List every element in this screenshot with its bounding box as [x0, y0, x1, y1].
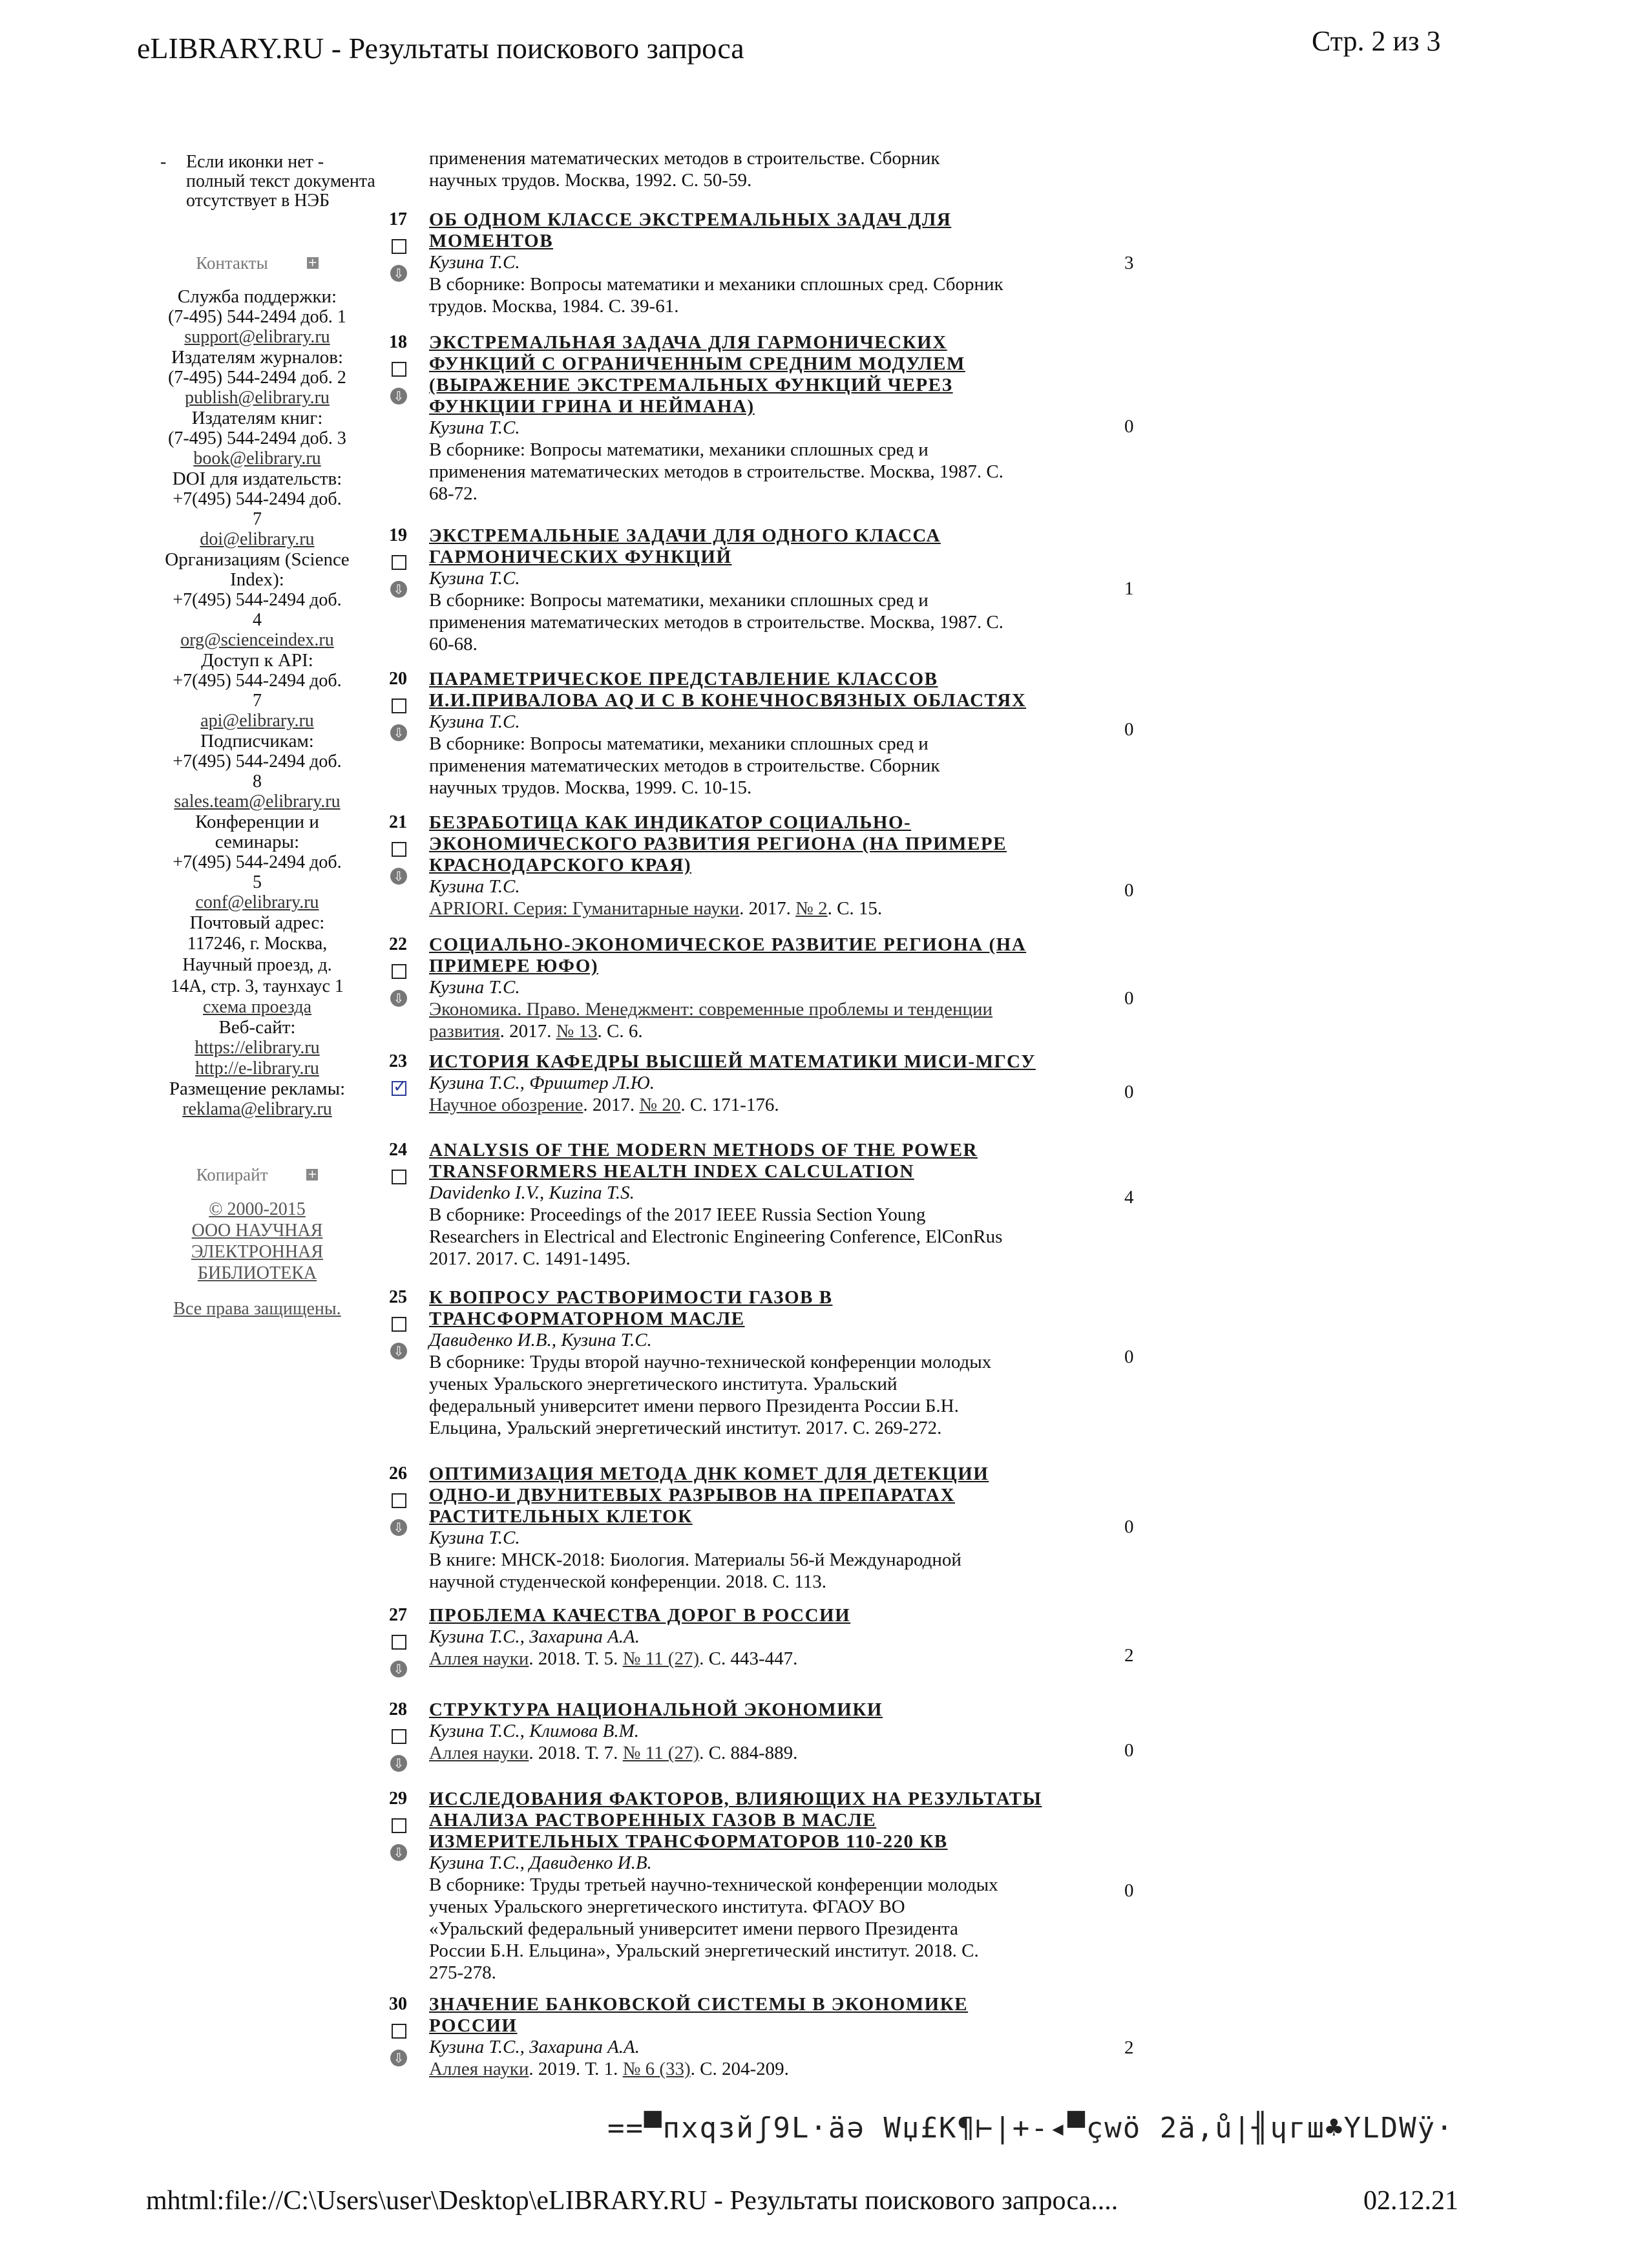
source-detail: . 2017.	[583, 1095, 640, 1115]
contact-phone-ext: 8	[253, 772, 262, 792]
contact-doi	[141, 469, 373, 550]
result-authors: Кузина Т.С.	[429, 711, 520, 732]
source-line: В сборнике: Вопросы математики, механики сплошных сред и	[429, 590, 929, 611]
address-line: Научный проезд, д.	[182, 955, 332, 975]
result-number: 19	[389, 525, 407, 545]
result-title-link[interactable]: ОПТИМИЗАЦИЯ МЕТОДА ДНК КОМЕТ ДЛЯ ДЕТЕКЦИИ	[429, 1464, 989, 1484]
result-body	[429, 1464, 1101, 1593]
result-title-link[interactable]: К ВОПРОСУ РАСТВОРИМОСТИ ГАЗОВ В	[429, 1287, 833, 1308]
issue-link[interactable]: № 13	[556, 1021, 598, 1042]
result-title-link[interactable]: ИСТОРИЯ КАФЕДРЫ ВЫСШЕЙ МАТЕМАТИКИ МИСИ-МГСУ	[429, 1051, 1036, 1072]
select-checkbox[interactable]	[392, 1729, 406, 1744]
contact-email-link[interactable]: doi@elibrary.ru	[200, 529, 315, 549]
contact-label: Издателям журналов:	[171, 347, 344, 368]
footer-path: mhtml:file://C:\Users\user\Desktop\eLIBRARY.RU - Результаты поискового запроса....	[146, 2186, 1119, 2216]
source-line: применения математических методов в строительстве. Сборник	[429, 148, 940, 169]
select-checkbox[interactable]	[392, 842, 406, 857]
contact-email-link[interactable]: org@scienceindex.ru	[180, 630, 334, 650]
download-icon[interactable]: ⇩	[390, 581, 407, 598]
result-body	[429, 1789, 1101, 1984]
contact-label: Организациям (Science	[165, 549, 350, 570]
contact-phone-ext: 7	[253, 691, 262, 711]
result-title-link[interactable]: ИЗМЕРИТЕЛЬНЫХ ТРАНСФОРМАТОРОВ 110-220 КВ	[429, 1831, 948, 1852]
result-authors: Кузина Т.С., Фриштер Л.Ю.	[429, 1073, 655, 1093]
download-icon[interactable]: ⇩	[390, 724, 407, 741]
result-body	[429, 1605, 1101, 1670]
source-line: Ельцина, Уральский энергетический институт. 2017. С. 269-272.	[429, 1418, 942, 1438]
contact-label: Доступ к API:	[201, 650, 313, 671]
select-checkbox[interactable]	[392, 698, 406, 713]
source-detail: . 2018. Т. 5.	[529, 1648, 623, 1669]
result-title-link[interactable]: СТРУКТУРА НАЦИОНАЛЬНОЙ ЭКОНОМИКИ	[429, 1699, 883, 1720]
result-body	[429, 934, 1101, 1042]
result-body	[429, 1699, 1101, 1764]
issue-link[interactable]: № 6 (33)	[622, 2059, 691, 2079]
citation-count: 1	[1124, 578, 1134, 599]
citation-count: 2	[1124, 1645, 1134, 1666]
select-checkbox[interactable]	[392, 1170, 406, 1184]
contact-label: Конференции и	[195, 812, 319, 832]
source-line	[429, 1648, 1101, 1670]
contact-label: семинары:	[215, 832, 300, 852]
result-body	[429, 1994, 1101, 2080]
contact-label: Index):	[230, 569, 284, 590]
result-number: 17	[389, 209, 407, 229]
source-line: В сборнике: Труды второй научно-технической конференции молодых	[429, 1352, 992, 1372]
source-line: ученых Уральского энергетического института. ФГАОУ ВО	[429, 1896, 905, 1917]
source-detail: . 2017.	[499, 1021, 556, 1042]
result-authors: Кузина Т.С.	[429, 252, 520, 273]
result-title-link[interactable]: ЭКОНОМИЧЕСКОГО РАЗВИТИЯ РЕГИОНА (НА ПРИМЕРЕ	[429, 834, 1007, 854]
select-checkbox[interactable]	[392, 1493, 406, 1508]
source-line: научных трудов. Москва, 1992. С. 50-59.	[429, 170, 752, 191]
download-icon[interactable]: ⇩	[390, 1844, 407, 1861]
result-title-link[interactable]: ПРОБЛЕМА КАЧЕСТВА ДОРОГ В РОССИИ	[429, 1605, 851, 1626]
result-body	[429, 812, 1101, 919]
source-line: научной студенческой конференции. 2018. С. 113.	[429, 1571, 826, 1592]
contact-website	[141, 1018, 373, 1079]
source-line: В сборнике: Труды третьей научно-технической конференции молодых	[429, 1874, 998, 1895]
contact-org	[141, 550, 373, 651]
contact-phone: +7(495) 544-2494 доб.	[173, 751, 342, 772]
source-line: применения математических методов в строительстве. Москва, 1987. С.	[429, 461, 1003, 482]
contact-label: Подписчикам:	[200, 731, 314, 751]
source-line	[429, 998, 1101, 1020]
source-detail: . 2019. Т. 1.	[529, 2059, 623, 2079]
expand-icon[interactable]: +	[308, 256, 318, 269]
source-pages: . С. 15.	[827, 898, 883, 919]
contact-phone-ext: 5	[253, 872, 262, 892]
download-icon[interactable]: ⇩	[390, 1661, 407, 1677]
citation-count: 0	[1124, 880, 1134, 901]
result-number: 29	[389, 1789, 407, 1809]
journal-link[interactable]: APRIORI. Серия: Гуманитарные науки	[429, 898, 740, 919]
result-body	[429, 669, 1101, 799]
citation-count: 0	[1124, 1880, 1134, 1901]
result-title-link[interactable]: СОЦИАЛЬНО-ЭКОНОМИЧЕСКОЕ РАЗВИТИЕ РЕГИОНА (НА	[429, 934, 1027, 955]
citation-count: 4	[1124, 1187, 1134, 1208]
source-line	[429, 1094, 1101, 1116]
result-title-link[interactable]: (ВЫРАЖЕНИЕ ЭКСТРЕМАЛЬНЫХ ФУНКЦИЙ ЧЕРЕЗ	[429, 375, 953, 395]
citation-count: 0	[1124, 416, 1134, 437]
source-line: Researchers in Electrical and Electronic Engineering Conference, ElConRus	[429, 1226, 1003, 1247]
result-title-link[interactable]: АНАЛИЗА РАСТВОРЕННЫХ ГАЗОВ В МАСЛЕ	[429, 1810, 877, 1831]
source-line: применения математических методов в строительстве. Москва, 1987. С.	[429, 612, 1003, 633]
result-body	[429, 209, 1101, 317]
source-line: 275-278.	[429, 1962, 496, 1983]
source-detail: . 2017.	[739, 898, 796, 919]
result-number: 18	[389, 332, 407, 352]
source-line: трудов. Москва, 1984. С. 39-61.	[429, 296, 679, 317]
contact-address	[141, 913, 373, 1018]
result-title-link[interactable]: ОБ ОДНОМ КЛАССЕ ЭКСТРЕМАЛЬНЫХ ЗАДАЧ ДЛЯ	[429, 209, 952, 230]
contact-phone: +7(495) 544-2494 доб.	[173, 590, 342, 610]
download-icon[interactable]: ⇩	[390, 868, 407, 885]
result-authors: Давиденко И.В., Кузина Т.С.	[429, 1330, 652, 1350]
contact-phone: +7(495) 544-2494 доб.	[173, 852, 342, 872]
journal-link[interactable]: Аллея науки	[429, 1648, 529, 1669]
source-pages: . С. 171-176.	[680, 1095, 779, 1115]
result-title-link[interactable]: КРАСНОДАРСКОГО КРАЯ)	[429, 855, 692, 876]
result-number: 22	[389, 934, 407, 954]
journal-link[interactable]: Аллея науки	[429, 2059, 529, 2079]
select-checkbox[interactable]	[392, 362, 406, 377]
source-line: ученых Уральского энергетического института. Уральский	[429, 1374, 898, 1394]
result-title-link[interactable]: ОДНО-И ДВУНИТЕВЫХ РАЗРЫВОВ НА ПРЕПАРАТАХ	[429, 1485, 955, 1506]
citation-count: 0	[1124, 1740, 1134, 1761]
source-line: В сборнике: Proceedings of the 2017 IEEE Russia Section Young	[429, 1204, 926, 1225]
result-title-link[interactable]: ЭКСТРЕМАЛЬНАЯ ЗАДАЧА ДЛЯ ГАРМОНИЧЕСКИХ	[429, 332, 947, 353]
footer-date: 02.12.21	[1363, 2186, 1458, 2216]
website-link[interactable]: http://e-library.ru	[195, 1058, 319, 1078]
contact-conferences	[141, 812, 373, 913]
citation-count: 2	[1124, 2037, 1134, 2058]
result-authors: Кузина Т.С., Захарина А.А.	[429, 2037, 640, 2057]
page-header-title: eLIBRARY.RU - Результаты поискового запроса	[137, 32, 744, 65]
result-number: 23	[389, 1051, 407, 1071]
result-authors: Davidenko I.V., Kuzina T.S.	[429, 1182, 635, 1203]
download-icon[interactable]: ⇩	[390, 388, 407, 404]
result-title-link[interactable]: ПРИМЕРЕ ЮФО)	[429, 956, 598, 976]
result-title-link[interactable]: ANALYSIS OF THE MODERN METHODS OF THE POWER	[429, 1140, 978, 1160]
contacts-heading	[141, 253, 373, 273]
scan-artifact-line: ==▀пхqзйʃ9L·äə Wџ£K¶⊢|+-◂▀çwö 2ä,ů|╢ɥгш♣YLDWÿ·	[607, 2112, 1455, 2145]
contact-label: Издателям книг:	[191, 408, 323, 428]
contact-label: Служба поддержки:	[177, 286, 337, 307]
contact-subscribers	[141, 731, 373, 812]
source-line: применения математических методов в строительстве. Сборник	[429, 755, 940, 776]
copyright-link[interactable]: ЭЛЕКТРОННАЯ	[191, 1242, 324, 1262]
result-title-link[interactable]: ИССЛЕДОВАНИЯ ФАКТОРОВ, ВЛИЯЮЩИХ НА РЕЗУЛЬТАТЫ	[429, 1789, 1042, 1809]
source-line	[429, 2058, 1101, 2080]
contact-phone-ext: 4	[253, 610, 262, 630]
source-line: В сборнике: Вопросы математики и механики сплошных сред. Сборник	[429, 274, 1003, 295]
result-authors: Кузина Т.С.	[429, 876, 520, 897]
contact-phone-ext: 7	[253, 509, 262, 529]
contact-email-link[interactable]: publish@elibrary.ru	[185, 388, 330, 408]
source-line	[429, 1742, 1101, 1764]
result-authors: Кузина Т.С.	[429, 417, 520, 438]
result-title-link[interactable]: ЗНАЧЕНИЕ БАНКОВСКОЙ СИСТЕМЫ В ЭКОНОМИКЕ	[429, 1994, 969, 2015]
copyright-link[interactable]: БИБЛИОТЕКА	[197, 1263, 317, 1283]
result-number: 27	[389, 1605, 407, 1625]
result-number: 26	[389, 1464, 407, 1484]
source-line: 2017. 2017. С. 1491-1495.	[429, 1248, 631, 1269]
source-pages: . С. 204-209.	[690, 2059, 789, 2079]
copyright-link[interactable]: © 2000-2015	[209, 1199, 306, 1219]
address-line: 14А, стр. 3, таунхаус 1	[171, 976, 344, 996]
source-line	[429, 898, 1101, 919]
map-link[interactable]: схема проезда	[202, 997, 312, 1017]
result-title-link[interactable]: ЭКСТРЕМАЛЬНЫЕ ЗАДАЧИ ДЛЯ ОДНОГО КЛАССА	[429, 525, 941, 546]
contact-support	[141, 287, 373, 348]
contact-books	[141, 408, 373, 469]
fulltext-note-text: Если иконки нет - полный текст документа отсутствует в НЭБ	[186, 152, 375, 211]
select-checkbox[interactable]	[392, 555, 406, 570]
source-line: В сборнике: Вопросы математики, механики сплошных сред и	[429, 439, 929, 460]
download-icon[interactable]: ⇩	[390, 990, 407, 1007]
journal-link[interactable]: развития	[429, 1021, 500, 1042]
contact-email-link[interactable]: reklama@elibrary.ru	[182, 1099, 332, 1119]
result-number: 28	[389, 1699, 407, 1719]
source-detail: . 2018. Т. 7.	[529, 1743, 623, 1763]
copyright-link[interactable]: ООО НАУЧНАЯ	[191, 1221, 323, 1241]
result-number: 25	[389, 1287, 407, 1307]
select-checkbox[interactable]	[392, 2024, 406, 2039]
result-title-link[interactable]: ФУНКЦИИ ГРИНА И НЕЙМАНА)	[429, 396, 755, 417]
result-title-link[interactable]: И.И.ПРИВАЛОВА AQ И C В КОНЕЧНОСВЯЗНЫХ ОБЛАСТЯХ	[429, 690, 1027, 711]
fulltext-note	[141, 152, 380, 211]
contact-phone: +7(495) 544-2494 доб.	[173, 671, 342, 691]
citation-count: 0	[1124, 1517, 1134, 1537]
result-authors: Кузина Т.С., Давиденко И.В.	[429, 1853, 652, 1873]
citation-count: 0	[1124, 1347, 1134, 1367]
result-authors: Кузина Т.С., Климова В.М.	[429, 1721, 640, 1741]
result-title-link[interactable]: РОССИИ	[429, 2015, 518, 2036]
result-authors: Кузина Т.С.	[429, 1528, 520, 1548]
issue-link[interactable]: № 11 (27)	[622, 1743, 700, 1763]
issue-link[interactable]: № 11 (27)	[622, 1648, 700, 1669]
select-checkbox[interactable]	[392, 239, 406, 254]
website-link[interactable]: https://elibrary.ru	[194, 1038, 320, 1058]
citation-count: 0	[1124, 719, 1134, 740]
source-pages: . С. 884-889.	[699, 1743, 798, 1763]
result-title-link[interactable]: РАСТИТЕЛЬНЫХ КЛЕТОК	[429, 1506, 693, 1527]
contact-api	[141, 651, 373, 731]
result-title-link[interactable]: ПАРАМЕТРИЧЕСКОЕ ПРЕДСТАВЛЕНИЕ КЛАССОВ	[429, 669, 938, 689]
contact-phone: (7-495) 544-2494 доб. 2	[168, 368, 346, 388]
address-line: 117246, г. Москва,	[187, 934, 328, 954]
previous-entry-tail	[429, 147, 1101, 191]
result-number: 30	[389, 1994, 407, 2014]
result-body	[429, 1051, 1101, 1116]
download-icon[interactable]: ⇩	[390, 1519, 407, 1536]
source-line: В сборнике: Вопросы математики, механики сплошных сред и	[429, 733, 929, 754]
contact-label: Веб-сайт:	[218, 1017, 296, 1038]
contact-journals	[141, 348, 373, 408]
result-authors: Кузина Т.С., Захарина А.А.	[429, 1626, 640, 1647]
result-authors: Кузина Т.С.	[429, 568, 520, 589]
download-icon[interactable]: ⇩	[390, 265, 407, 282]
journal-link[interactable]: Экономика. Право. Менеджмент: современные проблемы и тенденции	[429, 999, 993, 1020]
citation-count: 0	[1124, 988, 1134, 1009]
copyright-block	[141, 1199, 373, 1319]
download-icon[interactable]: ⇩	[390, 1755, 407, 1772]
contact-label: Размещение рекламы:	[169, 1078, 346, 1099]
result-body	[429, 332, 1101, 505]
page-indicator: Стр. 2 из 3	[1312, 25, 1441, 57]
citation-count: 0	[1124, 1082, 1134, 1102]
contact-email-link[interactable]: sales.team@elibrary.ru	[174, 792, 341, 812]
contact-email-link[interactable]: book@elibrary.ru	[193, 448, 321, 468]
result-body	[429, 525, 1101, 655]
select-checkbox[interactable]	[392, 1818, 406, 1833]
contact-ads	[141, 1079, 373, 1120]
source-line	[429, 1020, 1101, 1042]
source-line: научных трудов. Москва, 1999. С. 10-15.	[429, 777, 752, 798]
result-number: 20	[389, 669, 407, 689]
result-number: 24	[389, 1140, 407, 1160]
source-line: В книге: МНСК-2018: Биология. Материалы 56-й Международной	[429, 1549, 961, 1570]
result-title-link[interactable]: ГАРМОНИЧЕСКИХ ФУНКЦИЙ	[429, 547, 732, 567]
contact-phone: (7-495) 544-2494 доб. 1	[168, 307, 346, 327]
select-checkbox[interactable]	[392, 1081, 406, 1096]
source-line: 60-68.	[429, 634, 478, 655]
result-body	[429, 1140, 1101, 1270]
select-checkbox[interactable]	[392, 1317, 406, 1332]
download-icon[interactable]: ⇩	[390, 1343, 407, 1360]
journal-link[interactable]: Научное обозрение	[429, 1095, 583, 1115]
contacts-heading-label: Контакты	[196, 253, 268, 273]
note-bullet: -	[160, 152, 167, 172]
result-title-link[interactable]: ТРАНСФОРМАТОРНОМ МАСЛЕ	[429, 1308, 745, 1329]
sidebar	[141, 152, 373, 1319]
result-title-link[interactable]: БЕЗРАБОТИЦА КАК ИНДИКАТОР СОЦИАЛЬНО-	[429, 812, 912, 833]
source-pages: . С. 443-447.	[699, 1648, 798, 1669]
source-pages: . С. 6.	[597, 1021, 643, 1042]
source-line: «Уральский федеральный университет имени первого Президента	[429, 1918, 958, 1939]
contact-label: Почтовый адрес:	[189, 912, 325, 933]
journal-link[interactable]: Аллея науки	[429, 1743, 529, 1763]
download-icon[interactable]: ⇩	[390, 2050, 407, 2066]
copyright-heading-label: Копирайт	[196, 1165, 268, 1184]
result-authors: Кузина Т.С.	[429, 977, 520, 998]
expand-icon[interactable]: +	[307, 1168, 317, 1181]
result-number: 21	[389, 812, 407, 832]
contact-phone: (7-495) 544-2494 доб. 3	[168, 428, 346, 448]
issue-link[interactable]: № 2	[795, 898, 828, 919]
copyright-heading	[141, 1165, 373, 1184]
contact-label: DOI для издательств:	[172, 468, 342, 489]
source-line: 68-72.	[429, 483, 478, 504]
contact-email-link[interactable]: conf@elibrary.ru	[195, 892, 319, 912]
source-line: России Б.Н. Ельцина», Уральский энергетический институт. 2018. С.	[429, 1940, 979, 1961]
result-title-link[interactable]: МОМЕНТОВ	[429, 231, 554, 251]
result-title-link[interactable]: TRANSFORMERS HEALTH INDEX CALCULATION	[429, 1161, 914, 1182]
select-checkbox[interactable]	[392, 964, 406, 979]
contact-phone: +7(495) 544-2494 доб.	[173, 489, 342, 509]
select-checkbox[interactable]	[392, 1635, 406, 1650]
contact-email-link[interactable]: api@elibrary.ru	[200, 711, 314, 731]
citation-count: 3	[1124, 253, 1134, 273]
result-body	[429, 1287, 1101, 1439]
source-line: федеральный университет имени первого Президента России Б.Н.	[429, 1396, 959, 1416]
contact-email-link[interactable]: support@elibrary.ru	[184, 327, 330, 347]
rights-link[interactable]: Все права защищены.	[173, 1299, 341, 1319]
issue-link[interactable]: № 20	[639, 1095, 681, 1115]
result-title-link[interactable]: ФУНКЦИЙ С ОГРАНИЧЕННЫМ СРЕДНИМ МОДУЛЕМ	[429, 353, 965, 374]
